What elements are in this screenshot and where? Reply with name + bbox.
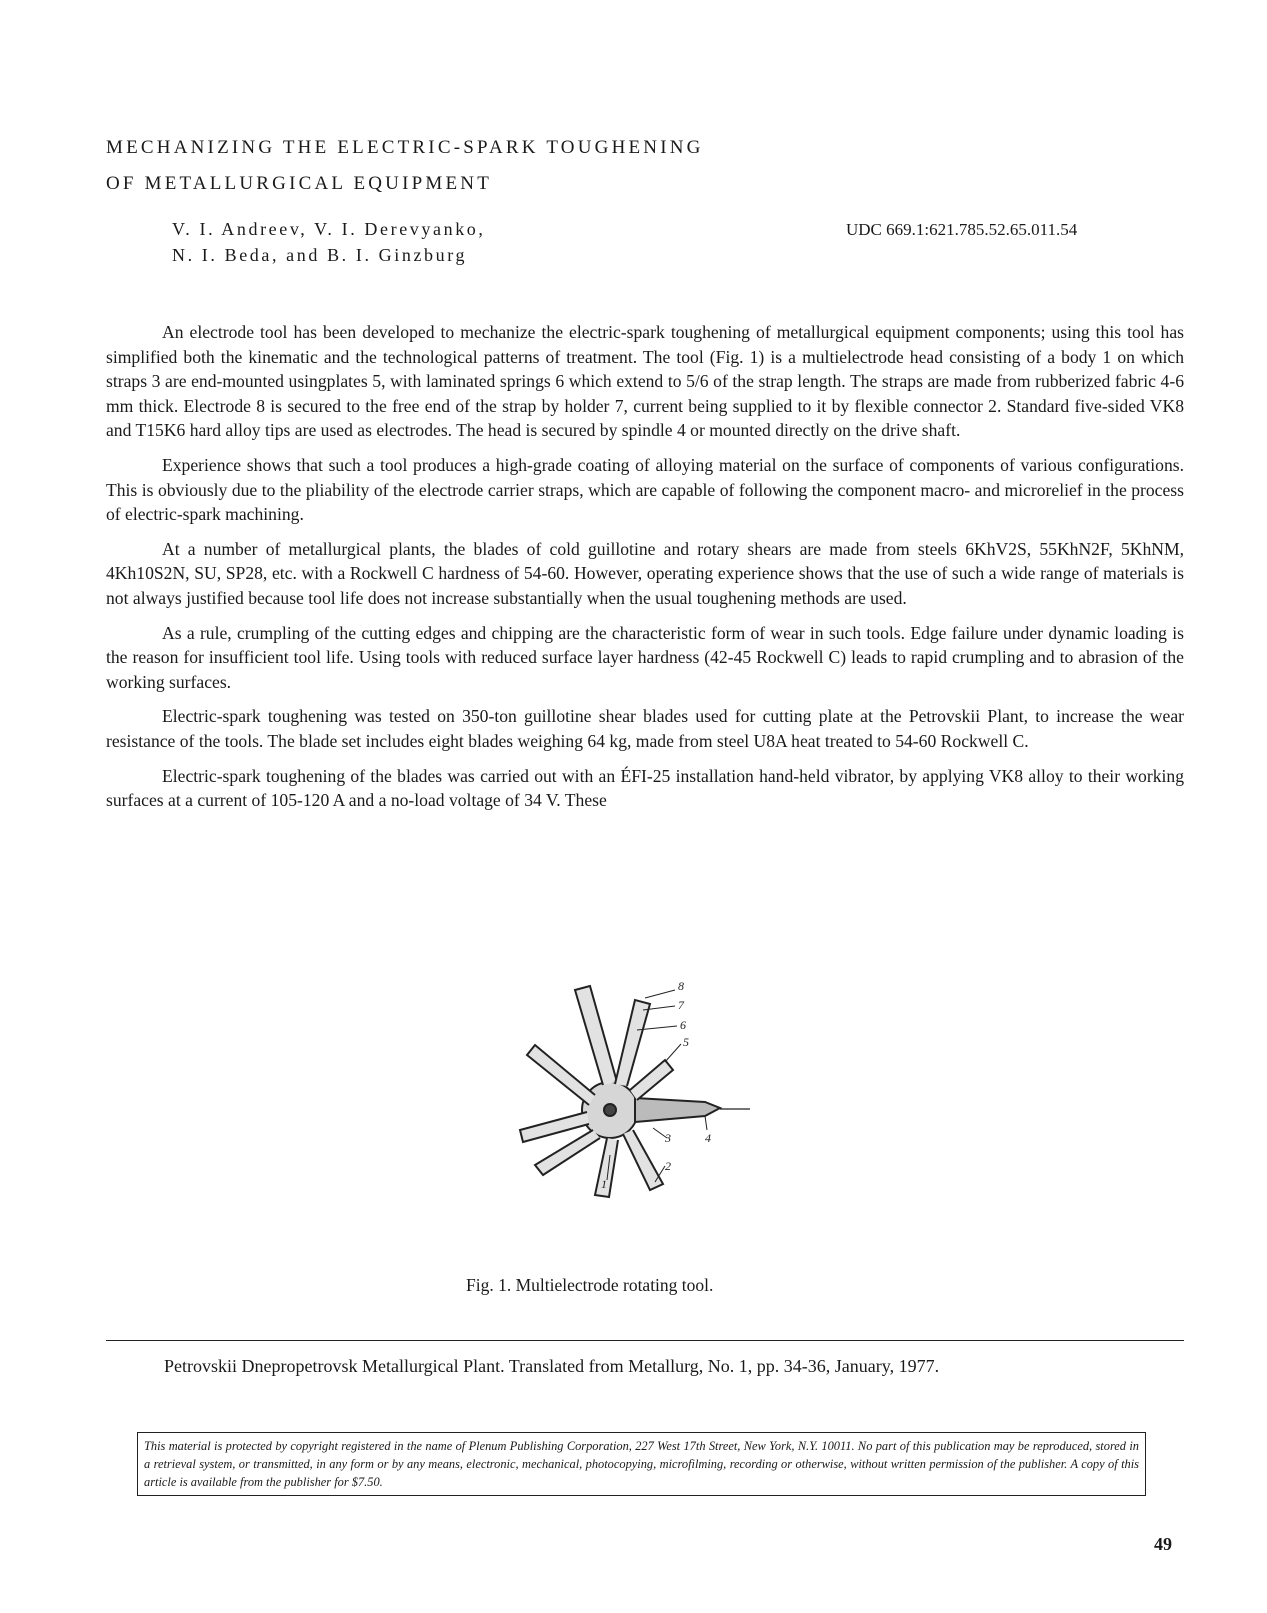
page-number: 49 — [1154, 1534, 1172, 1554]
paragraph-4: As a rule, crumpling of the cutting edges and chipping are the characteristic form of wear in such tools. Edge failure under dynamic loading is the reason for insufficient tool life. Using tools with reduced surface layer hardness (42-45 Rockwell C) leads to rapid crumpling and to abrasion of the working surfaces. — [106, 622, 1184, 692]
figure-label-8: 8 — [678, 979, 684, 993]
article-body — [106, 320, 1184, 823]
figure-caption: Fig. 1. Multielectrode rotating tool. — [466, 1275, 714, 1295]
footnote: Petrovskii Dnepropetrovsk Metallurgical Plant. Translated from Metallurg, No. 1, pp. 34-36, January, 1977. — [164, 1356, 940, 1376]
udc-code: UDC 669.1:621.785.52.65.011.54 — [846, 220, 1078, 239]
paragraph-3: At a number of metallurgical plants, the blades of cold guillotine and rotary shears are made from steels 6KhV2S, 55KhN2F, 5KhNM, 4Kh10S2N, SU, SP28, etc. with a Rockwell C hardness of 54-60. However, operating experience shows that the use of such a wide range of materials is not always justified because tool life does not increase substantially when the usual toughening methods are used. — [106, 538, 1184, 608]
figure-label-3: 3 — [665, 1131, 671, 1145]
figure-label-4: 4 — [705, 1131, 711, 1145]
figure-multielectrode-tool — [515, 979, 775, 1240]
footnote-divider — [106, 1340, 1184, 1341]
article-title — [106, 130, 866, 202]
figure-label-7: 7 — [678, 998, 684, 1012]
paragraph-6: Electric-spark toughening of the blades was carried out with an ÉFI-25 installation hand-held vibrator, by applying VK8 alloy to their working surfaces at a current of 105-120 A and a no-load voltage of 34 V. These — [106, 765, 1184, 811]
figure-label-6: 6 — [680, 1018, 686, 1032]
title-line-1: MECHANIZING THE ELECTRIC-SPARK TOUGHENING — [106, 137, 704, 158]
figure-label-5: 5 — [683, 1035, 689, 1049]
paragraph-2: Experience shows that such a tool produces a high-grade coating of alloying material on the surface of components of various configurations. This is obviously due to the pliability of the electrode carrier straps, which are capable of following the component macro- and microrelief in the process of electric-spark machining. — [106, 454, 1184, 525]
paragraph-1: An electrode tool has been developed to mechanize the electric-spark toughening of metallurgical equipment components; using this tool has simplified both the kinematic and the technological patterns of treatment. The tool (Fig. 1) is a multielectrode head consisting of a body 1 on which straps 3 are end-mounted usingplates 5, with laminated springs 6 which extend to 5/6 of the strap length. The straps are made from rubberized fabric 4-6 mm thick. Electrode 8 is secured to the free end of the strap by holder 7, current being supplied to it by flexible connector 2. Standard five-sided VK8 and T15K6 hard alloy tips are used as electrodes. The head is secured by spindle 4 or mounted directly on the drive shaft. — [106, 322, 1184, 441]
author-list — [172, 216, 486, 268]
paragraph-5: Electric-spark toughening was tested on 350-ton guillotine shear blades used for cutting plate at the Petrovskii Plant, to increase the wear resistance of the tools. The blade set includes eight blades weighing 64 kg, made from steel U8A heat treated to 54-60 Rockwell C. — [106, 706, 1184, 751]
figure-label-2: 2 — [665, 1159, 671, 1173]
authors-line-2: N. I. Beda, and B. I. Ginzburg — [172, 245, 468, 265]
authors-line-1: V. I. Andreev, V. I. Derevyanko, — [172, 219, 486, 239]
title-line-2: OF METALLURGICAL EQUIPMENT — [106, 173, 493, 194]
figure-label-1: 1 — [601, 1177, 607, 1191]
copyright-notice: This material is protected by copyright registered in the name of Plenum Publishing Corporation, 227 West 17th Street, New York, N.Y. 10011. No part of this publication may be reproduced, stored in a retrieval system, or transmitted, in any form or by any means, electronic, mechanical, photocopying, microfilming, recording or otherwise, without written permission of the publisher. A copy of this article is available from the publisher for $7.50. — [137, 1432, 1146, 1496]
